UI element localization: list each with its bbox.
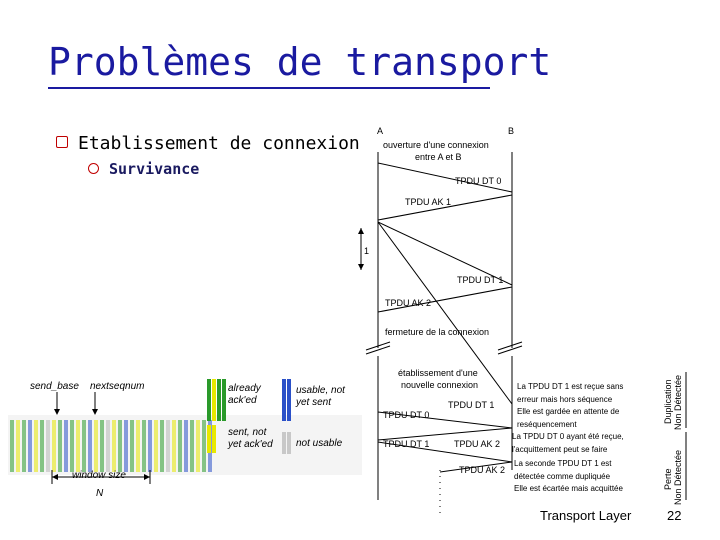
note2-line2: l'acquittement peut se faire — [512, 444, 608, 454]
window-n-label: N — [96, 488, 104, 499]
open-conn-line2: entre A et B — [415, 152, 462, 162]
close-conn-label: fermeture de la connexion — [385, 327, 490, 337]
tpdu-dt1-top-label: TPDU DT 1 — [457, 275, 504, 285]
side-loss-label-2: Non Détectée — [673, 449, 683, 505]
bullet-level1-text: Etablissement de connexion — [78, 133, 360, 154]
note1-line2: erreur mais hors séquence — [517, 394, 613, 404]
tpdu-ak2-top-label: TPDU AK 2 — [385, 298, 432, 308]
new-conn-line1: établissement d'une — [398, 368, 478, 378]
note1-line1: La TPDU DT 1 est reçue sans — [517, 382, 624, 391]
bullet-level2-text: Survivance — [109, 160, 200, 178]
legend-sent-label-2: yet ack'ed — [228, 439, 273, 450]
tpdu-ak1-label: TPDU AK 1 — [405, 197, 452, 207]
footer-course: Transport Layer — [540, 508, 632, 523]
tpdu-dt1-low-label: TPDU DT 1 — [383, 439, 430, 449]
new-conn-line2: nouvelle connexion — [401, 380, 479, 390]
legend-sent-label: sent, not — [228, 427, 267, 438]
side-dup-label-1: Duplication — [663, 379, 673, 424]
note1-line4: reséquencement — [517, 419, 577, 429]
timer-label: 1 — [364, 246, 370, 256]
tpdu-dt0-low-label: TPDU DT 0 — [383, 410, 430, 420]
host-b-label: B — [508, 126, 515, 136]
tpdu-ak2-mid-label: TPDU AK 2 — [454, 439, 501, 449]
note3-line1: La seconde TPDU DT 1 est — [514, 459, 612, 468]
page-number: 22 — [667, 508, 682, 523]
legend-already-label: already — [228, 383, 261, 394]
tpdu-ak2-low-label: TPDU AK 2 — [459, 465, 506, 475]
note3-line3: Elle est écartée mais acquittée — [514, 484, 623, 493]
side-dup-label-2: Non Détectée — [673, 374, 683, 430]
legend-already-label-2: ack'ed — [228, 395, 257, 406]
page-title: Problèmes de transport — [48, 40, 552, 84]
note3-line2: détectée comme dupliquée — [514, 471, 611, 481]
legend-usable-label: usable, not — [296, 385, 345, 396]
tpdu-dt1-mid-label: TPDU DT 1 — [448, 400, 495, 410]
legend-notusable-label: not usable — [296, 438, 343, 449]
open-conn-line1: ouverture d'une connexion — [383, 140, 489, 150]
nextseqnum-label: nextseqnum — [90, 381, 145, 392]
tpdu-dt0-top-label: TPDU DT 0 — [455, 176, 502, 186]
note1-line3: Elle est gardée en attente de — [517, 407, 620, 416]
side-loss-label-1: Perte — [663, 468, 673, 490]
note2-line1: La TPDU DT 0 ayant été reçue, — [512, 432, 624, 441]
send-base-label: send_base — [30, 381, 79, 392]
note-duplicate — [514, 458, 623, 496]
legend-usable-label-2: yet sent — [296, 397, 332, 408]
note-out-of-sequence — [517, 381, 623, 431]
note-ack — [512, 431, 624, 456]
window-size-label: window size — [72, 470, 126, 481]
host-a-label: A — [377, 126, 384, 136]
